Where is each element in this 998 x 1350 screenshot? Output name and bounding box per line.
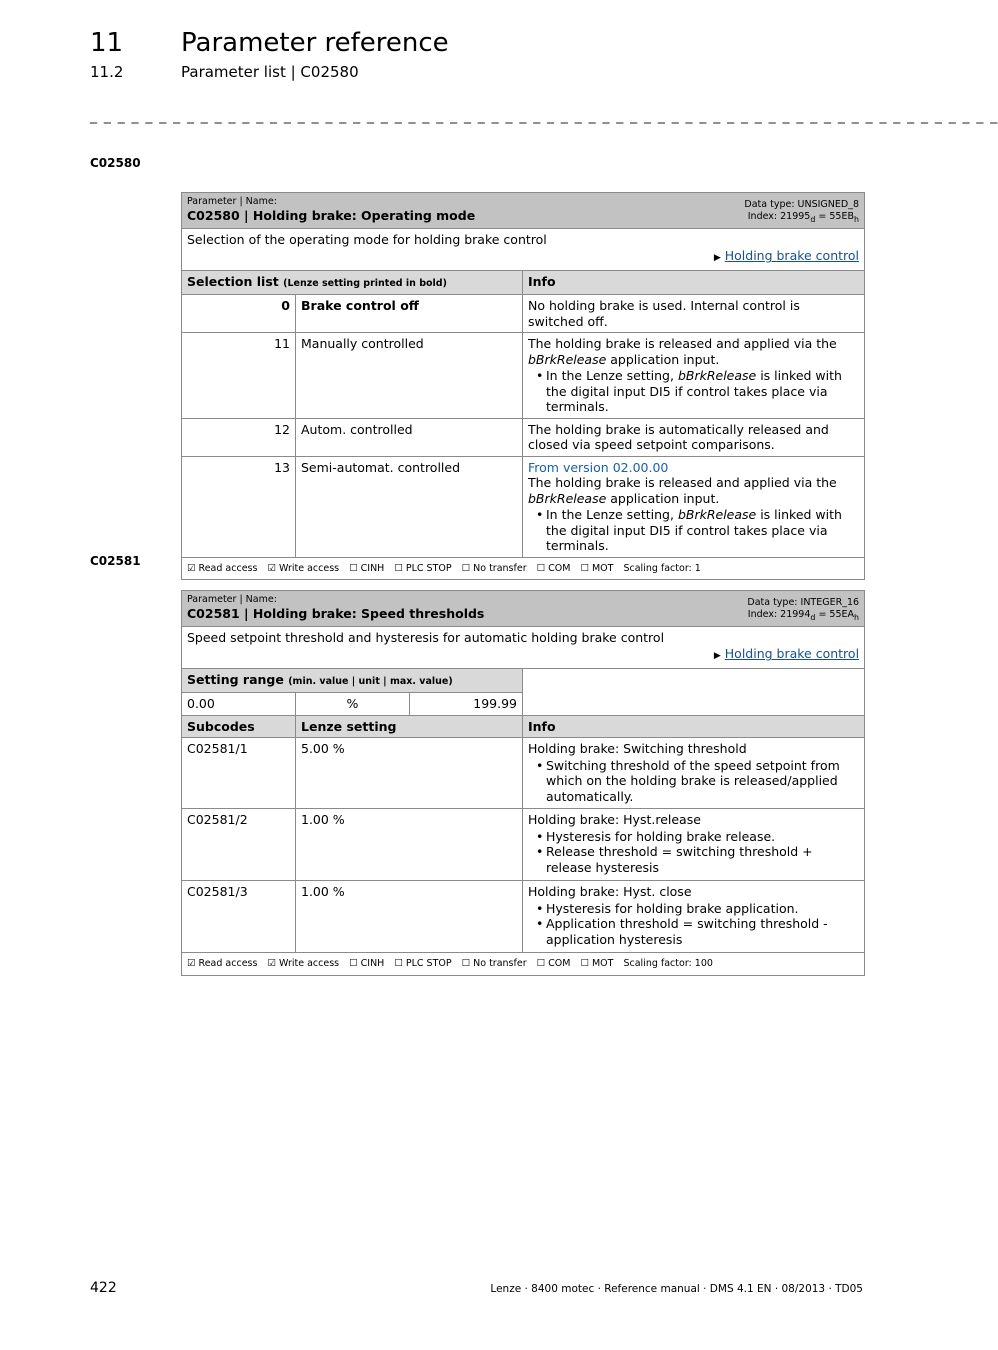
header-label: Parameter | Name: [187, 594, 277, 605]
page-number: 422 [90, 1280, 117, 1296]
list-item: • In the Lenze setting, bBrkRelease is linked with the digital input DI5 if control takes place via terminals. [546, 507, 859, 554]
parameter-heading-c02580: C02580 [90, 156, 141, 170]
access-flags: ☑ Read access ☑ Write access ☐ CINH ☐ PLC STOP ☐ No transfer ☐ COM ☐ MOT Scaling factor: 1 [182, 557, 865, 580]
parameter-heading-c02581: C02581 [90, 554, 141, 568]
parameter-index: Index: $21995_d = 55EB_h$ [747, 210, 860, 224]
data-type: Data type: UNSIGNED_8 [744, 199, 860, 210]
document-info: Lenze · 8400 motec · Reference manual · DMS 4.1 EN · 08/2013 · TD05 [490, 1283, 863, 1295]
parameter-header-row [182, 193, 865, 229]
section-number: 11.2 [90, 63, 124, 81]
chapter-title: Parameter reference [181, 28, 449, 58]
setting-range-header: Setting range (min. value | unit | max. value) [182, 668, 523, 693]
info-header: Info [523, 270, 865, 295]
list-item: • Hysteresis for holding brake release. [546, 829, 859, 845]
chapter-number: 11 [90, 28, 124, 58]
triangle-right-icon: ▶ [713, 253, 721, 264]
holding-brake-control-link[interactable]: Holding brake control [724, 248, 860, 264]
table-row: 11 Manually controlled The holding brake is released and applied via the bBrkRelease application input. • In the Lenze setting, bBrkRelease is linked with the digital input DI5 if control takes place via terminals. [182, 333, 865, 419]
list-item: • In the Lenze setting, bBrkRelease is linked with the digital input DI5 if control takes place via terminals. [546, 368, 859, 415]
table-row: 12 Autom. controlled The holding brake is automatically released and closed via speed setpoint comparisons. [182, 418, 865, 456]
triangle-right-icon: ▶ [713, 651, 721, 662]
subcodes-header: Subcodes [182, 715, 296, 738]
parameter-description: Selection of the operating mode for holding brake control [187, 231, 547, 247]
access-flags: ☑ Read access ☑ Write access ☐ CINH ☐ PLC STOP ☐ No transfer ☐ COM ☐ MOT Scaling factor: 100 [182, 953, 865, 976]
list-item: • Release threshold = switching threshold + release hysteresis [546, 844, 859, 875]
holding-brake-control-link[interactable]: Holding brake control [724, 646, 860, 662]
info-header: Info [523, 715, 865, 738]
parameter-name: C02581 | Holding brake: Speed thresholds [187, 606, 485, 621]
parameter-table-c02580 [181, 192, 865, 580]
parameter-name: C02580 | Holding brake: Operating mode [187, 208, 476, 223]
setting-range-blank [523, 668, 865, 715]
parameter-table-c02581 [181, 590, 865, 976]
parameter-description: Speed setpoint threshold and hysteresis for automatic holding brake control [187, 629, 665, 645]
data-type: Data type: INTEGER_16 [747, 597, 860, 608]
parameter-header-row [182, 591, 865, 627]
version-note: From version 02.00.00 [528, 459, 669, 475]
table-row: C02581/3 1.00 % Holding brake: Hyst. close • Hysteresis for holding brake application. • Application threshold = switching threshold - application hysteresis [182, 881, 865, 953]
setting-range-row: 0.00 % 199.99 [182, 693, 865, 716]
header-divider: _ _ _ _ _ _ _ _ _ _ _ _ _ _ _ _ _ _ _ _ _ _ _ _ _ _ _ _ _ _ _ _ _ _ _ _ _ _ _ _ _ _ _ _ _ _ _ _ _ _ _ _ _ _ _ _ _ _ _ _ _ _ _ _ _ _ [90, 108, 998, 124]
table-row: C02581/1 5.00 % Holding brake: Switching threshold • Switching threshold of the speed setpoint from which on the holding brake is released/applied automatically. [182, 738, 865, 809]
selection-list-header: Selection list (Lenze setting printed in bold) [182, 270, 523, 295]
lenze-setting-header: Lenze setting [296, 715, 523, 738]
list-item: • Switching threshold of the speed setpoint from which on the holding brake is released/applied automatically. [546, 758, 859, 805]
section-title: Parameter list | C02580 [181, 63, 359, 81]
list-item: • Hysteresis for holding brake application. [546, 901, 859, 917]
table-row: 0 Brake control off No holding brake is used. Internal control is switched off. [182, 295, 865, 333]
header-label: Parameter | Name: [187, 196, 277, 207]
parameter-index: Index: $21994_d = 55EA_h$ [747, 608, 860, 622]
table-row: C02581/2 1.00 % Holding brake: Hyst.release • Hysteresis for holding brake release. • Release threshold = switching threshold + release hysteresis [182, 809, 865, 881]
list-item: • Application threshold = switching threshold - application hysteresis [546, 916, 859, 947]
table-row: 13 Semi-automat. controlled From version 02.00.00 The holding brake is released and applied via the bBrkRelease application input. • In the Lenze setting, bBrkRelease is linked with the digital input DI5 if control takes place via terminals. [182, 456, 865, 557]
